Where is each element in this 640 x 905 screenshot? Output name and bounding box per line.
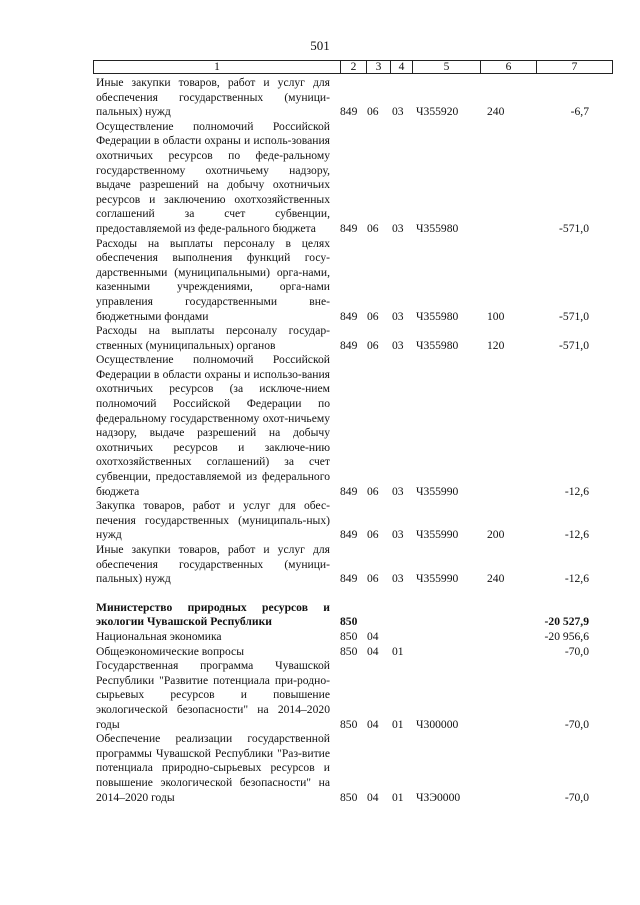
table-row — [96, 353, 616, 499]
table-row — [96, 645, 616, 660]
row-cell-c2: 849 — [340, 309, 358, 323]
table-row — [96, 499, 616, 543]
row-description: Осуществление полномочий Российской Федерации в области охраны и использо-вания охотничьих ресурсов (за исключе-нием полномочий Российской Федерации по федеральному государственному охот-ничьему надзору, выдаче разрешений на добычу охотничьих ресурсов и заключе-нию охотхозяйственных соглашений) за счет субвенции, предоставляемой из федерального бюджета — [96, 353, 330, 498]
row-cell-c3: 04 — [367, 629, 379, 643]
row-cell-c5: ЧЗЭ0000 — [416, 790, 461, 804]
table-header — [93, 60, 613, 74]
row-cell-c5: Ч355920 — [416, 105, 459, 119]
table-row — [96, 601, 616, 630]
table-row — [96, 76, 616, 120]
row-cell-c5: Ч355990 — [416, 528, 459, 542]
table-row — [96, 237, 616, 325]
row-cell-c3: 04 — [367, 717, 379, 731]
row-cell-c5: Ч355990 — [416, 484, 459, 498]
table-row — [96, 324, 616, 353]
header-col-1: 1 — [214, 61, 220, 73]
row-cell-c5: Ч355980 — [416, 338, 459, 352]
row-cell-c4: 01 — [392, 644, 404, 658]
row-cell-c3: 06 — [367, 105, 379, 119]
page-number: 501 — [310, 38, 330, 53]
row-cell-c7: -70,0 — [564, 790, 589, 804]
row-cell-c2: 850 — [340, 717, 358, 731]
row-cell-c2: 850 — [340, 790, 358, 804]
row-cell-c5: Ч355980 — [416, 221, 459, 235]
row-cell-c7: -70,0 — [564, 717, 589, 731]
row-cell-c4: 01 — [392, 790, 404, 804]
row-cell-c3: 06 — [367, 528, 379, 542]
row-description: Обеспечение реализации государственной программы Чувашской Республики "Раз-витие потенциала природно-сырьевых ресурсов и повышение экологической безопасности" на 2014–2020 годы — [96, 732, 330, 804]
row-cell-c4: 03 — [392, 528, 404, 542]
row-cell-c7: -20 956,6 — [544, 629, 589, 643]
budget-table — [96, 76, 616, 805]
table-row — [96, 120, 616, 237]
row-cell-c4: 01 — [392, 717, 404, 731]
row-cell-c5: Ч300000 — [416, 717, 459, 731]
row-cell-c2: 850 — [340, 615, 358, 629]
header-col-7: 7 — [536, 61, 612, 73]
header-col-4: 4 — [390, 61, 412, 73]
row-cell-c3: 06 — [367, 309, 379, 323]
row-cell-c4: 03 — [392, 221, 404, 235]
row-cell-c2: 850 — [340, 644, 358, 658]
header-col-6: 6 — [480, 61, 536, 73]
row-description: Иные закупки товаров, работ и услуг для обеспечения государственных (муници-пальных) нужд — [96, 543, 330, 586]
row-cell-c3: 04 — [367, 644, 379, 658]
row-cell-c6: 200 — [487, 528, 505, 542]
row-cell-c2: 850 — [340, 629, 358, 643]
row-description: Министерство природных ресурсов и экологии Чувашской Республики — [96, 600, 330, 629]
table-row — [96, 630, 616, 645]
row-cell-c7: -20 527,9 — [544, 615, 589, 629]
table-row — [96, 659, 616, 732]
row-cell-c7: -12,6 — [564, 484, 589, 498]
row-cell-c2: 849 — [340, 484, 358, 498]
row-cell-c7: -571,0 — [559, 309, 589, 323]
row-description: Иные закупки товаров, работ и услуг для обеспечения государственных (муници-пальных) нужд — [96, 76, 330, 119]
row-cell-c5: Ч355980 — [416, 309, 459, 323]
row-cell-c2: 849 — [340, 528, 358, 542]
row-description: Государственная программа Чувашской Республики "Развитие потенциала при-родно-сырьевых ресурсов и повышение экологической безопасности" на 2014–2020 годы — [96, 659, 330, 731]
row-cell-c4: 03 — [392, 572, 404, 586]
row-cell-c3: 04 — [367, 790, 379, 804]
row-cell-c7: -6,7 — [570, 105, 589, 119]
row-cell-c7: -571,0 — [559, 338, 589, 352]
row-cell-c7: -12,6 — [564, 572, 589, 586]
row-description: Осуществление полномочий Российской Федерации в области охраны и исполь-зования охотничьих ресурсов по феде-ральному государственному охотничьему надзору, выдаче разрешений на добычу охотничьих ресурсов и заключению охотхозяйственных соглашений за счет субвенции, предоставляемой из феде-рального бюджета — [96, 119, 330, 235]
header-col-3: 3 — [366, 61, 390, 73]
row-cell-c4: 03 — [392, 309, 404, 323]
row-cell-c4: 03 — [392, 338, 404, 352]
row-cell-c4: 03 — [392, 105, 404, 119]
row-description: Общеэкономические вопросы — [96, 644, 244, 658]
row-cell-c6: 100 — [487, 309, 505, 323]
row-cell-c2: 849 — [340, 105, 358, 119]
row-cell-c7: -571,0 — [559, 221, 589, 235]
row-cell-c2: 849 — [340, 572, 358, 586]
row-description: Расходы на выплаты персоналу в целях обеспечения выполнения функций госу-дарственными (муниципальными) орга-нами, казенными учреждениями, орга-нами управления государственными вне-бюджетными фондами — [96, 236, 330, 323]
row-cell-c3: 06 — [367, 572, 379, 586]
row-cell-c2: 849 — [340, 221, 358, 235]
row-cell-c6: 240 — [487, 572, 505, 586]
row-cell-c7: -70,0 — [564, 644, 589, 658]
row-description: Расходы на выплаты персоналу государ-ственных (муниципальных) органов — [96, 324, 330, 352]
header-col-2: 2 — [340, 61, 366, 73]
row-cell-c3: 06 — [367, 221, 379, 235]
row-cell-c5: Ч355990 — [416, 572, 459, 586]
row-cell-c6: 240 — [487, 105, 505, 119]
row-description: Национальная экономика — [96, 629, 222, 643]
row-cell-c4: 03 — [392, 484, 404, 498]
row-cell-c6: 120 — [487, 338, 505, 352]
row-cell-c7: -12,6 — [564, 528, 589, 542]
row-description: Закупка товаров, работ и услуг для обес-печения государственных (муниципаль-ных) нужд — [96, 499, 330, 542]
header-col-5: 5 — [412, 61, 480, 73]
row-cell-c2: 849 — [340, 338, 358, 352]
row-cell-c3: 06 — [367, 338, 379, 352]
table-row — [96, 543, 616, 587]
table-row — [96, 732, 616, 805]
row-cell-c3: 06 — [367, 484, 379, 498]
